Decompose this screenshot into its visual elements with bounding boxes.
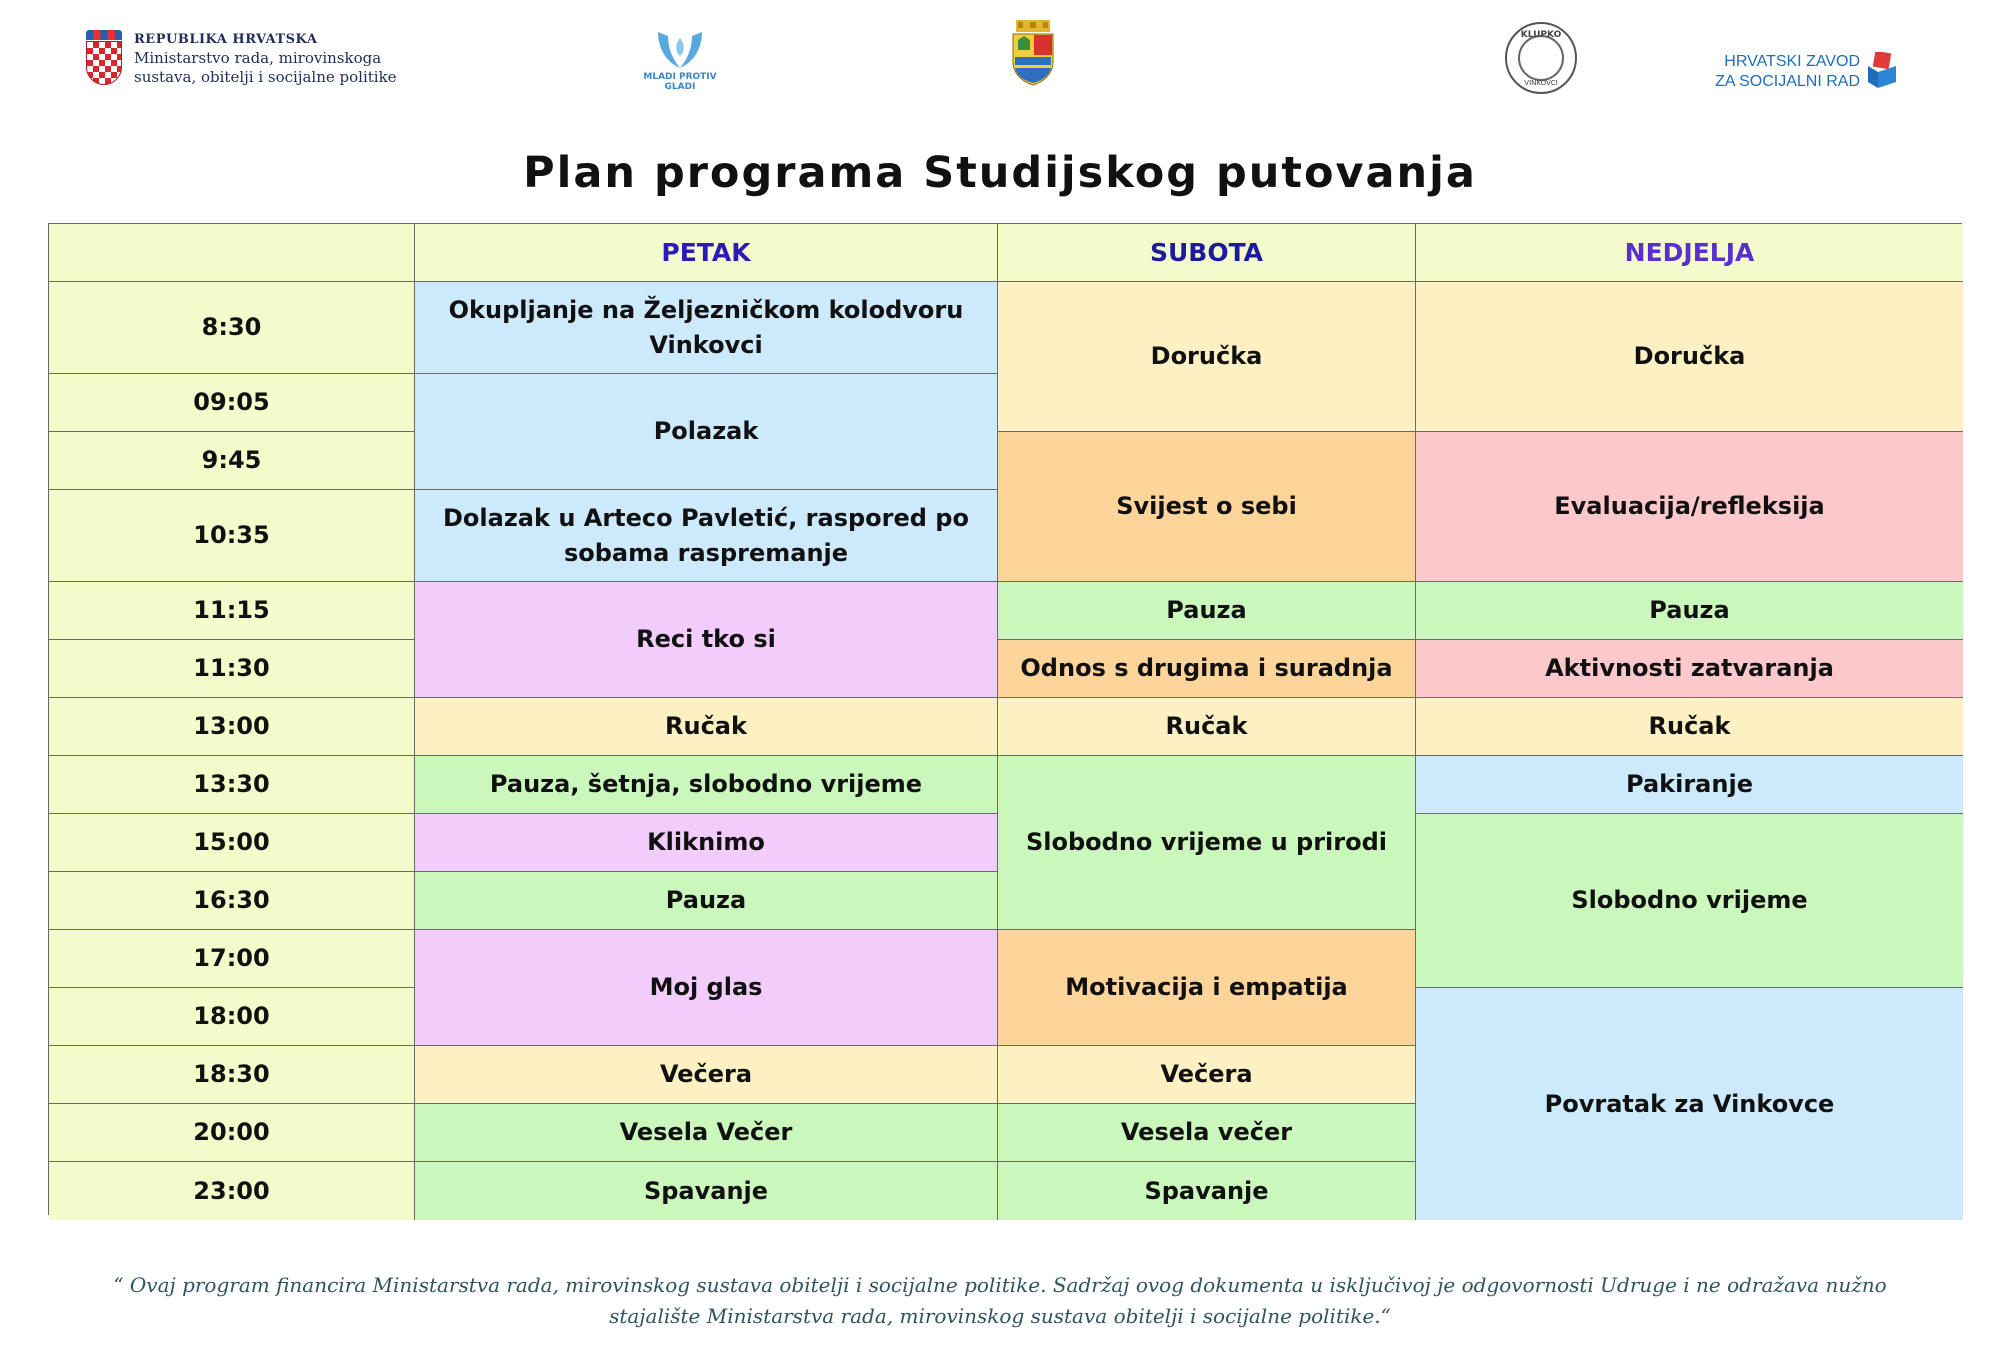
day-label-petak: PETAK [661, 238, 751, 267]
time-cell: 20:00 [49, 1104, 415, 1162]
activity-cell-nedjelja: Aktivnosti zatvaranja [1416, 640, 1963, 698]
activity-cell-subota: Motivacija i empatija [998, 930, 1416, 1046]
time-cell: 8:30 [49, 282, 415, 374]
time-cell: 13:30 [49, 756, 415, 814]
hzsr-mark-icon [1866, 52, 1898, 90]
activity-cell-nedjelja: Pakiranje [1416, 756, 1963, 814]
day-header-nedjelja [1416, 224, 1963, 282]
time-cell: 18:30 [49, 1046, 415, 1104]
time-cell: 16:30 [49, 872, 415, 930]
time-cell: 11:15 [49, 582, 415, 640]
day-header-subota [998, 224, 1416, 282]
klupko-bottom-text: VINKOVCI [1524, 79, 1558, 87]
time-cell: 9:45 [49, 432, 415, 490]
ministry-line-1: REPUBLIKA HRVATSKA [134, 31, 318, 47]
activity-cell-petak: Polazak [415, 374, 998, 490]
activity-cell-subota: Večera [998, 1046, 1416, 1104]
schedule-table [48, 223, 1962, 1215]
time-cell: 09:05 [49, 374, 415, 432]
activity-cell-subota: Ručak [998, 698, 1416, 756]
activity-cell-petak: Dolazak u Arteco Pavletić, raspored po sobama raspremanje [415, 490, 998, 582]
activity-cell-subota: Svijest o sebi [998, 432, 1416, 582]
klupko-vinkovci-logo [1505, 22, 1577, 94]
activity-cell-nedjelja: Ručak [1416, 698, 1963, 756]
hzsr-name [1700, 52, 1860, 92]
hands-icon [650, 28, 710, 72]
funding-disclaimer: “ Ovaj program financira Ministarstva rada, mirovinskog sustava obitelji i socijalne politike. Sadržaj ovog dokumenta u isključivoj je odgovornosti Udruge i ne odražava nužno stajalište Ministarstva rada, mirovinskog sustava obitelji i socijalne politike.“ [113, 1273, 1887, 1328]
activity-cell-subota: Pauza [998, 582, 1416, 640]
time-cell: 11:30 [49, 640, 415, 698]
hzsr-logo [1700, 52, 1900, 96]
mladi-protiv-gladi-logo [640, 28, 720, 96]
activity-cell-petak: Vesela Večer [415, 1104, 998, 1162]
activity-cell-petak: Pauza, šetnja, slobodno vrijeme [415, 756, 998, 814]
time-cell: 18:00 [49, 988, 415, 1046]
croatian-coat-of-arms-icon [84, 30, 124, 86]
time-cell: 15:00 [49, 814, 415, 872]
header-corner-cell [49, 224, 415, 282]
activity-cell-nedjelja: Pauza [1416, 582, 1963, 640]
activity-cell-petak: Spavanje [415, 1162, 998, 1220]
hzsr-line-2: ZA SOCIJALNI RAD [1715, 73, 1860, 90]
ministry-logo [84, 28, 404, 88]
page-title: Plan programa Studijskog putovanja [523, 148, 1477, 198]
ministry-line-3: sustava, obitelji i socijalne politike [134, 67, 397, 86]
activity-cell-subota: Slobodno vrijeme u prirodi [998, 756, 1416, 930]
hzsr-line-1: HRVATSKI ZAVOD [1724, 53, 1860, 70]
klupko-top-text: KLUPKO [1520, 30, 1562, 40]
time-cell: 23:00 [49, 1162, 415, 1220]
activity-cell-nedjelja: Slobodno vrijeme [1416, 814, 1963, 988]
yarn-ball-icon [1518, 35, 1564, 81]
mladi-line-2: GLADI [664, 82, 696, 92]
time-cell: 17:00 [49, 930, 415, 988]
activity-cell-subota: Odnos s drugima i suradnja [998, 640, 1416, 698]
time-cell: 13:00 [49, 698, 415, 756]
activity-cell-petak: Reci tko si [415, 582, 998, 698]
ministry-name [134, 30, 397, 87]
activity-cell-petak: Pauza [415, 872, 998, 930]
day-label-subota: SUBOTA [1149, 238, 1264, 267]
activity-cell-petak: Večera [415, 1046, 998, 1104]
vinkovci-coat-of-arms-icon [1010, 20, 1056, 86]
activity-cell-subota: Vesela večer [998, 1104, 1416, 1162]
activity-cell-petak: Kliknimo [415, 814, 998, 872]
ministry-line-2: Ministarstvo rada, mirovinskoga [134, 48, 382, 67]
activity-cell-subota: Doručka [998, 282, 1416, 432]
activity-cell-petak: Okupljanje na Željezničkom kolodvoru Vinkovci [415, 282, 998, 374]
activity-cell-nedjelja: Doručka [1416, 282, 1963, 432]
time-cell: 10:35 [49, 490, 415, 582]
day-label-nedjelja: NEDJELJA [1624, 238, 1755, 267]
activity-cell-nedjelja: Evaluacija/refleksija [1416, 432, 1963, 582]
day-header-petak [415, 224, 998, 282]
activity-cell-petak: Ručak [415, 698, 998, 756]
activity-cell-petak: Moj glas [415, 930, 998, 1046]
activity-cell-subota: Spavanje [998, 1162, 1416, 1220]
activity-cell-nedjelja: Povratak za Vinkovce [1416, 988, 1963, 1220]
mladi-line-1: MLADI PROTIV [643, 72, 717, 82]
